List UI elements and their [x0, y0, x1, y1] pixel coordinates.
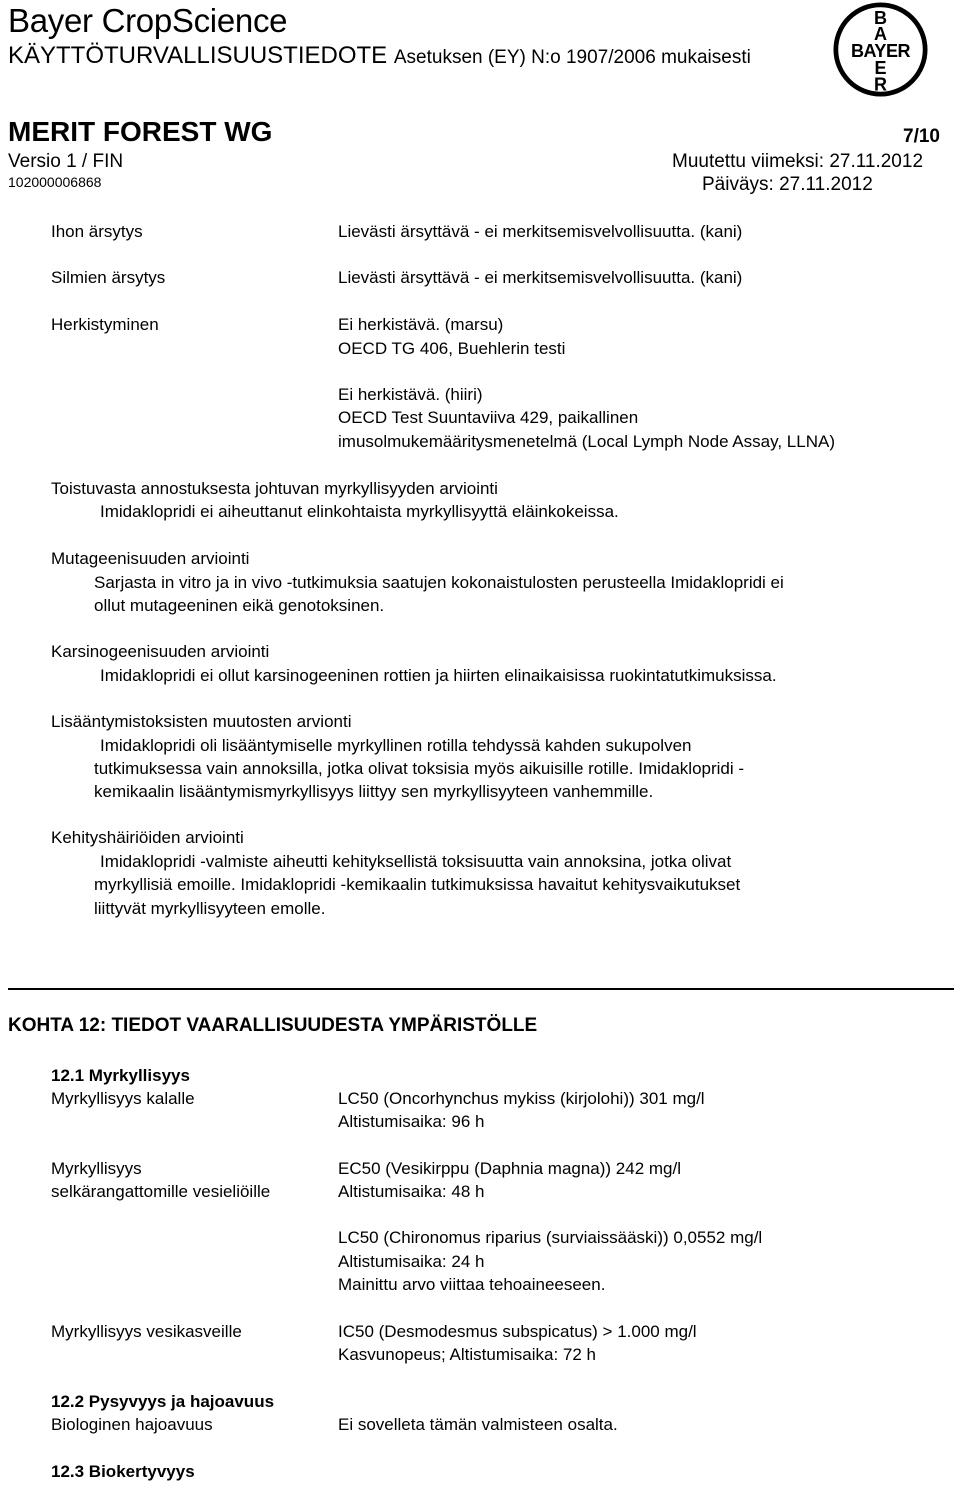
fish-toxicity-value: LC50 (Oncorhynchus mykiss (kirjolohi)) 301 mg/l [338, 1089, 705, 1108]
sensitization-method-2-cont: imusolmukemääritysmenetelmä (Local Lymph Node Assay, LLNA) [338, 432, 835, 451]
bayer-cross-logo [833, 2, 928, 97]
biodegradability-value: Ei sovelleta tämän valmisteen osalta. [338, 1415, 618, 1434]
subsection-12-2-title: 12.2 Pysyvyys ja hajoavuus [51, 1392, 275, 1411]
document-number: 102000006868 [8, 174, 102, 190]
document-type: KÄYTTÖTURVALLISUUSTIEDOTE [8, 42, 388, 69]
developmental-text-line1: Imidaklopridi -valmiste aiheutti kehityksellistä toksisuutta vain annoksina, jotka olivat [100, 852, 732, 871]
reproductive-heading: Lisääntymistoksisten muutosten arvionti [51, 712, 352, 731]
reproductive-text-line1: Imidaklopridi oli lisääntymiselle myrkyllinen rotilla tehdyssä kahden sukupolven [100, 736, 692, 755]
plant-toxicity-value: IC50 (Desmodesmus subspicatus) > 1.000 mg/l [338, 1322, 697, 1341]
document-title [8, 42, 751, 70]
plant-exposure-time: Kasvunopeus; Altistumisaika: 72 h [338, 1345, 596, 1364]
developmental-heading: Kehityshäiriöiden arviointi [51, 828, 244, 847]
repeated-dose-heading: Toistuvasta annostuksesta johtuvan myrkyllisyyden arviointi [51, 479, 498, 498]
daphnia-toxicity-value: EC50 (Vesikirppu (Daphnia magna)) 242 mg/l [338, 1159, 682, 1178]
repeated-dose-text: Imidaklopridi ei aiheuttanut elinkohtaista myrkyllisyyttä eläinkokeissa. [100, 502, 619, 521]
issue-date: Päiväys: 27.11.2012 [702, 174, 873, 195]
carcinogenicity-text: Imidaklopridi ei ollut karsinogeeninen rottien ja hiirten elinaikaisissa ruokintatutkimuksissa. [100, 666, 777, 685]
logo-word-bayer: BAYER [850, 41, 911, 62]
fish-toxicity-label: Myrkyllisyys kalalle [51, 1089, 195, 1108]
reproductive-text-line3: kemikaalin lisääntymismyrkyllisyys liittyy sen myrkyllisyyteen vanhemmille. [94, 782, 654, 801]
reproductive-text-line2: tutkimuksessa vain annoksilla, jotka olivat toksisia myös aikuisille rotille. Imidaklopridi - [94, 759, 745, 778]
eye-irritation-value: Lievästi ärsyttävä - ei merkitsemisvelvollisuutta. (kani) [338, 268, 743, 287]
regulation-reference: Asetuksen (EY) N:o 1907/2006 mukaisesti [393, 47, 751, 68]
chironomus-exposure-time: Altistumisaika: 24 h [338, 1252, 485, 1271]
page-number: 7/10 [903, 126, 940, 147]
skin-irritation-label: Ihon ärsytys [51, 222, 143, 241]
sensitization-method-2: OECD Test Suuntaviiva 429, paikallinen [338, 408, 639, 427]
eye-irritation-label: Silmien ärsytys [51, 268, 166, 287]
developmental-text-line3: liittyvät myrkyllisyyteen emolle. [94, 899, 326, 918]
section-divider [8, 988, 954, 990]
logo-letter-b: B [873, 7, 888, 28]
company-name: Bayer CropScience [8, 2, 288, 39]
skin-irritation-value: Lievästi ärsyttävä - ei merkitsemisvelvollisuutta. (kani) [338, 222, 743, 241]
mutagenicity-text-line2: ollut mutageeninen eikä genotoksinen. [94, 596, 385, 615]
chironomus-toxicity-value: LC50 (Chironomus riparius (surviaissääski)) 0,0552 mg/l [338, 1228, 763, 1247]
mutagenicity-heading: Mutageenisuuden arviointi [51, 549, 250, 568]
sensitization-method-1: OECD TG 406, Buehlerin testi [338, 339, 566, 358]
sensitization-label: Herkistyminen [51, 315, 159, 334]
subsection-12-1-title: 12.1 Myrkyllisyys [51, 1066, 190, 1085]
biodegradability-label: Biologinen hajoavuus [51, 1415, 213, 1434]
mutagenicity-text-line1: Sarjasta in vitro ja in vivo -tutkimuksia saatujen kokonaistulosten perusteella Imidaklopridi ei [94, 573, 784, 592]
sensitization-result-2: Ei herkistävä. (hiiri) [338, 385, 483, 404]
subsection-12-3-title: 12.3 Biokertyvyys [51, 1462, 195, 1481]
plant-toxicity-label: Myrkyllisyys vesikasveille [51, 1322, 242, 1341]
fish-exposure-time: Altistumisaika: 96 h [338, 1112, 485, 1131]
daphnia-exposure-time: Altistumisaika: 48 h [338, 1182, 485, 1201]
logo-letter-a: A [873, 24, 888, 45]
invertebrate-toxicity-label-cont: selkärangattomille vesieliöille [51, 1182, 271, 1201]
sensitization-result-1: Ei herkistävä. (marsu) [338, 315, 504, 334]
invertebrate-toxicity-label: Myrkyllisyys [51, 1159, 142, 1178]
logo-letter-e: E [874, 58, 887, 79]
logo-letter-r: R [873, 74, 888, 95]
carcinogenicity-heading: Karsinogeenisuuden arviointi [51, 642, 270, 661]
developmental-text-line2: myrkyllisiä emoille. Imidaklopridi -kemikaalin tutkimuksissa havaitut kehitysvaikutukset [94, 875, 741, 894]
section-12-heading: KOHTA 12: TIEDOT VAARALLISUUDESTA YMPÄRISTÖLLE [8, 1015, 538, 1036]
active-ingredient-note: Mainittu arvo viittaa tehoaineeseen. [338, 1275, 606, 1294]
version: Versio 1 / FIN [8, 151, 124, 172]
product-name: MERIT FOREST WG [8, 116, 273, 147]
last-modified: Muutettu viimeksi: 27.11.2012 [672, 151, 924, 172]
